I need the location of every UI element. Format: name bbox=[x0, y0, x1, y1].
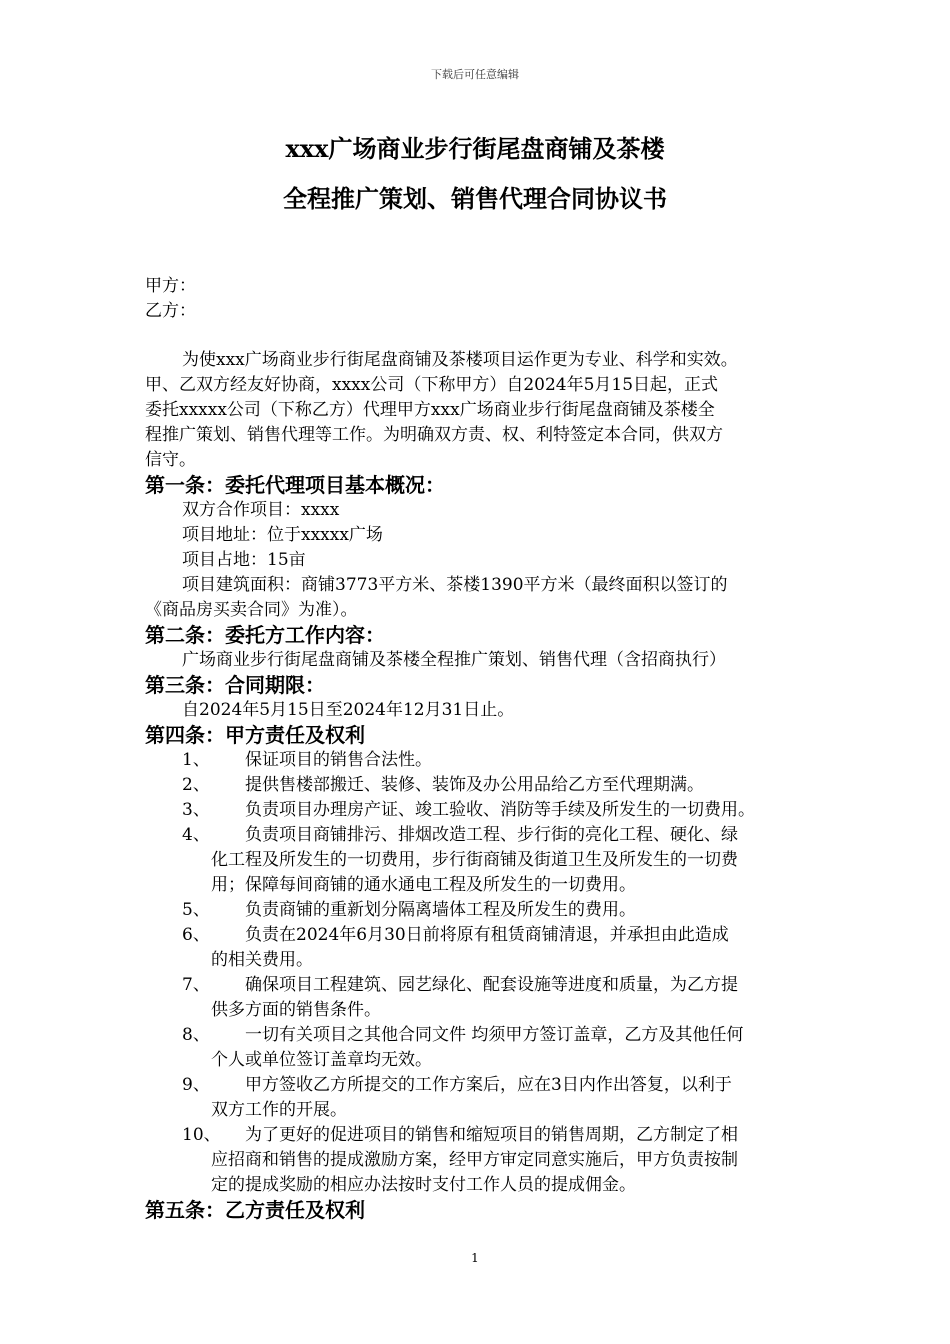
article1-line: 项目建筑面积：商铺3773平方米、茶楼1390平方米（最终面积以签订的 bbox=[182, 575, 728, 595]
document-title-line1: xxx广场商业步行街尾盘商铺及茶楼 bbox=[285, 134, 665, 163]
list-item-number: 6、 bbox=[182, 925, 210, 945]
intro-paragraph-line: 甲、乙双方经友好协商，xxxx公司（下称甲方）自2024年5月15日起，正式 bbox=[145, 375, 719, 395]
list-item-number: 9、 bbox=[182, 1075, 210, 1095]
list-item-number: 4、 bbox=[182, 825, 210, 845]
article3-heading: 第三条：合同期限： bbox=[145, 673, 325, 697]
list-item-text: 提供售楼部搬迁、装修、装饰及办公用品给乙方至代理期满。 bbox=[245, 775, 704, 795]
list-item-text: 供多方面的销售条件。 bbox=[211, 1000, 381, 1020]
list-item-text: 定的提成奖励的相应办法按时支付工作人员的提成佣金。 bbox=[211, 1175, 636, 1195]
article2-line: 广场商业步行街尾盘商铺及茶楼全程推广策划、销售代理（含招商执行） bbox=[182, 650, 726, 670]
list-item-number: 2、 bbox=[182, 775, 210, 795]
article1-heading: 第一条：委托代理项目基本概况： bbox=[145, 473, 445, 497]
list-item-number: 7、 bbox=[182, 975, 210, 995]
intro-paragraph-line: 程推广策划、销售代理等工作。为明确双方责、权、利特签定本合同，供双方 bbox=[145, 425, 723, 445]
intro-paragraph-line: 信守。 bbox=[145, 450, 196, 470]
page-number: 1 bbox=[471, 1251, 479, 1265]
list-item-number: 10、 bbox=[182, 1125, 221, 1145]
article1-line: 项目占地：15亩 bbox=[182, 550, 306, 570]
page-header-note: 下载后可任意编辑 bbox=[431, 68, 519, 81]
list-item-text: 一切有关项目之其他合同文件 均须甲方签订盖章，乙方及其他任何 bbox=[245, 1025, 744, 1045]
list-item-text: 应招商和销售的提成激励方案，经甲方审定同意实施后，甲方负责按制 bbox=[211, 1150, 738, 1170]
list-item-number: 3、 bbox=[182, 800, 210, 820]
list-item-text: 用；保障每间商铺的通水通电工程及所发生的一切费用。 bbox=[211, 875, 636, 895]
party-b-label: 乙方： bbox=[145, 301, 196, 321]
list-item-text: 甲方签收乙方所提交的工作方案后，应在3日内作出答复，以利于 bbox=[245, 1075, 732, 1095]
article5-heading: 第五条：乙方责任及权利 bbox=[145, 1198, 365, 1222]
list-item-number: 8、 bbox=[182, 1025, 210, 1045]
article2-heading: 第二条：委托方工作内容： bbox=[145, 623, 385, 647]
document-title-line2: 全程推广策划、销售代理合同协议书 bbox=[283, 184, 667, 213]
article4-heading: 第四条：甲方责任及权利 bbox=[145, 723, 365, 747]
list-item-number: 1、 bbox=[182, 750, 210, 770]
article1-line: 《商品房买卖合同》为准）。 bbox=[145, 600, 358, 620]
list-item-text: 保证项目的销售合法性。 bbox=[245, 750, 432, 770]
list-item-text: 化工程及所发生的一切费用，步行街商铺及街道卫生及所发生的一切费 bbox=[211, 850, 738, 870]
list-item-text: 个人或单位签订盖章均无效。 bbox=[211, 1050, 432, 1070]
article3-line: 自2024年5月15日至2024年12月31日止。 bbox=[182, 700, 515, 720]
list-item-text: 负责在2024年6月30日前将原有租赁商铺清退，并承担由此造成 bbox=[245, 925, 729, 945]
party-a-label: 甲方： bbox=[145, 276, 196, 296]
list-item-text: 负责项目商铺排污、排烟改造工程、步行街的亮化工程、硬化、绿 bbox=[245, 825, 738, 845]
list-item-text: 负责商铺的重新划分隔离墙体工程及所发生的费用。 bbox=[245, 900, 636, 920]
list-item-text: 负责项目办理房产证、竣工验收、消防等手续及所发生的一切费用。 bbox=[245, 800, 755, 820]
intro-paragraph-line: 委托xxxxx公司（下称乙方）代理甲方xxx广场商业步行街尾盘商铺及茶楼全 bbox=[145, 400, 715, 420]
article1-line: 双方合作项目：xxxx bbox=[182, 500, 340, 520]
list-item-text: 为了更好的促进项目的销售和缩短项目的销售周期，乙方制定了相 bbox=[245, 1125, 738, 1145]
list-item-text: 的相关费用。 bbox=[211, 950, 313, 970]
list-item-number: 5、 bbox=[182, 900, 210, 920]
intro-paragraph-line: 为使xxx广场商业步行街尾盘商铺及茶楼项目运作更为专业、科学和实效。 bbox=[182, 350, 738, 370]
article1-line: 项目地址：位于xxxxx广场 bbox=[182, 525, 383, 545]
list-item-text: 确保项目工程建筑、园艺绿化、配套设施等进度和质量，为乙方提 bbox=[245, 975, 738, 995]
list-item-text: 双方工作的开展。 bbox=[211, 1100, 347, 1120]
